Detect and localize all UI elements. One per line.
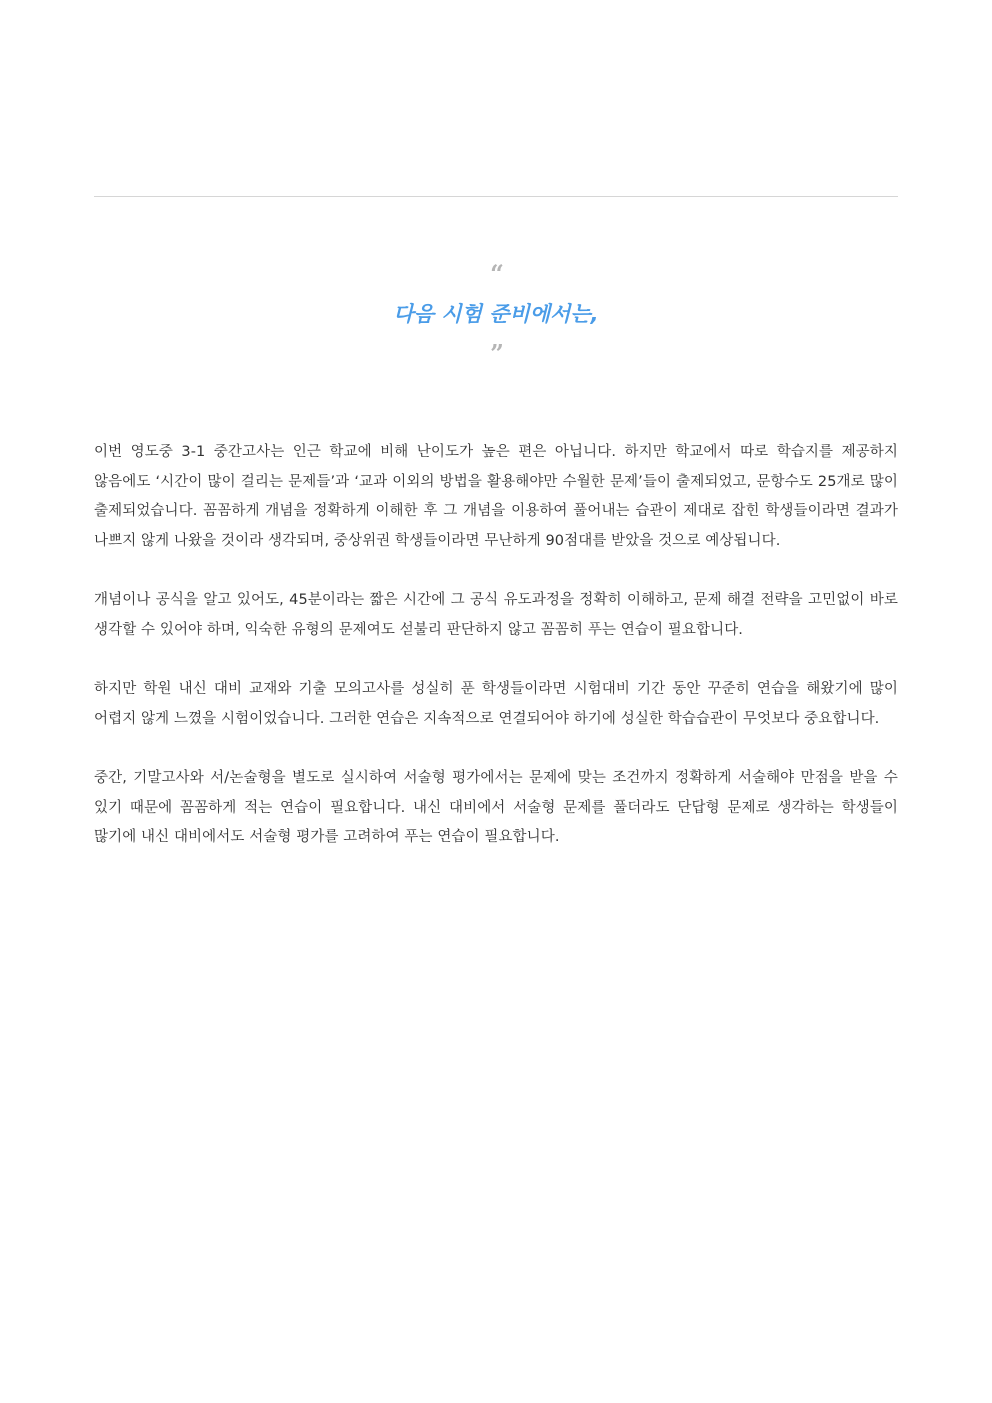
paragraph: 이번 영도중 3-1 중간고사는 인근 학교에 비해 난이도가 높은 편은 아닙니다. 하지만 학교에서 따로 학습지를 제공하지 않음에도 ‘시간이 많이 걸리는 문제들’과 ‘교과 이외의 방법을 활용해야만 수월한 문제’들이 출제되었고, 문항수도 25개로 많이 출제되었습니다. 꼼꼼하게 개념을 정확하게 이해한 후 그 개념을 이용하여 풀어내는 습관이 제대로 잡힌 학생들이라면 결과가 나쁘지 않게 나왔을 것이라 생각되며, 중상위권 학생들이라면 무난하게 90점대를 받았을 것으로 예상됩니다.	[94, 444, 898, 549]
body-text	[94, 438, 898, 883]
paragraph: 하지만 학원 내신 대비 교재와 기출 모의고사를 성실히 푼 학생들이라면 시험대비 기간 동안 꾸준히 연습을 해왔기에 많이 어렵지 않게 느꼈을 시험이었습니다. 그러한 연습은 지속적으로 연결되어야 하기에 성실한 학습습관이 무엇보다 중요합니다.	[94, 681, 898, 727]
open-quote-icon: “	[490, 259, 502, 288]
section-divider	[94, 196, 898, 197]
close-quote-icon: ”	[490, 339, 502, 368]
paragraph: 중간, 기말고사와 서/논술형을 별도로 실시하여 서술형 평가에서는 문제에 맞는 조건까지 정확하게 서술해야 만점을 받을 수 있기 때문에 꼼꼼하게 적는 연습이 필요합니다. 내신 대비에서 서술형 문제를 풀더라도 단답형 문제로 생각하는 학생들이 많기에 내신 대비에서도 서술형 평가를 고려하여 푸는 연습이 필요합니다.	[94, 770, 898, 845]
paragraph: 개념이나 공식을 알고 있어도, 45분이라는 짧은 시간에 그 공식 유도과정을 정확히 이해하고, 문제 해결 전략을 고민없이 바로 생각할 수 있어야 하며, 익숙한 유형의 문제여도 섣불리 판단하지 않고 꼼꼼히 푸는 연습이 필요합니다.	[94, 592, 898, 638]
quote-header	[94, 259, 898, 368]
section-title: 다음 시험 준비에서는,	[393, 302, 599, 326]
